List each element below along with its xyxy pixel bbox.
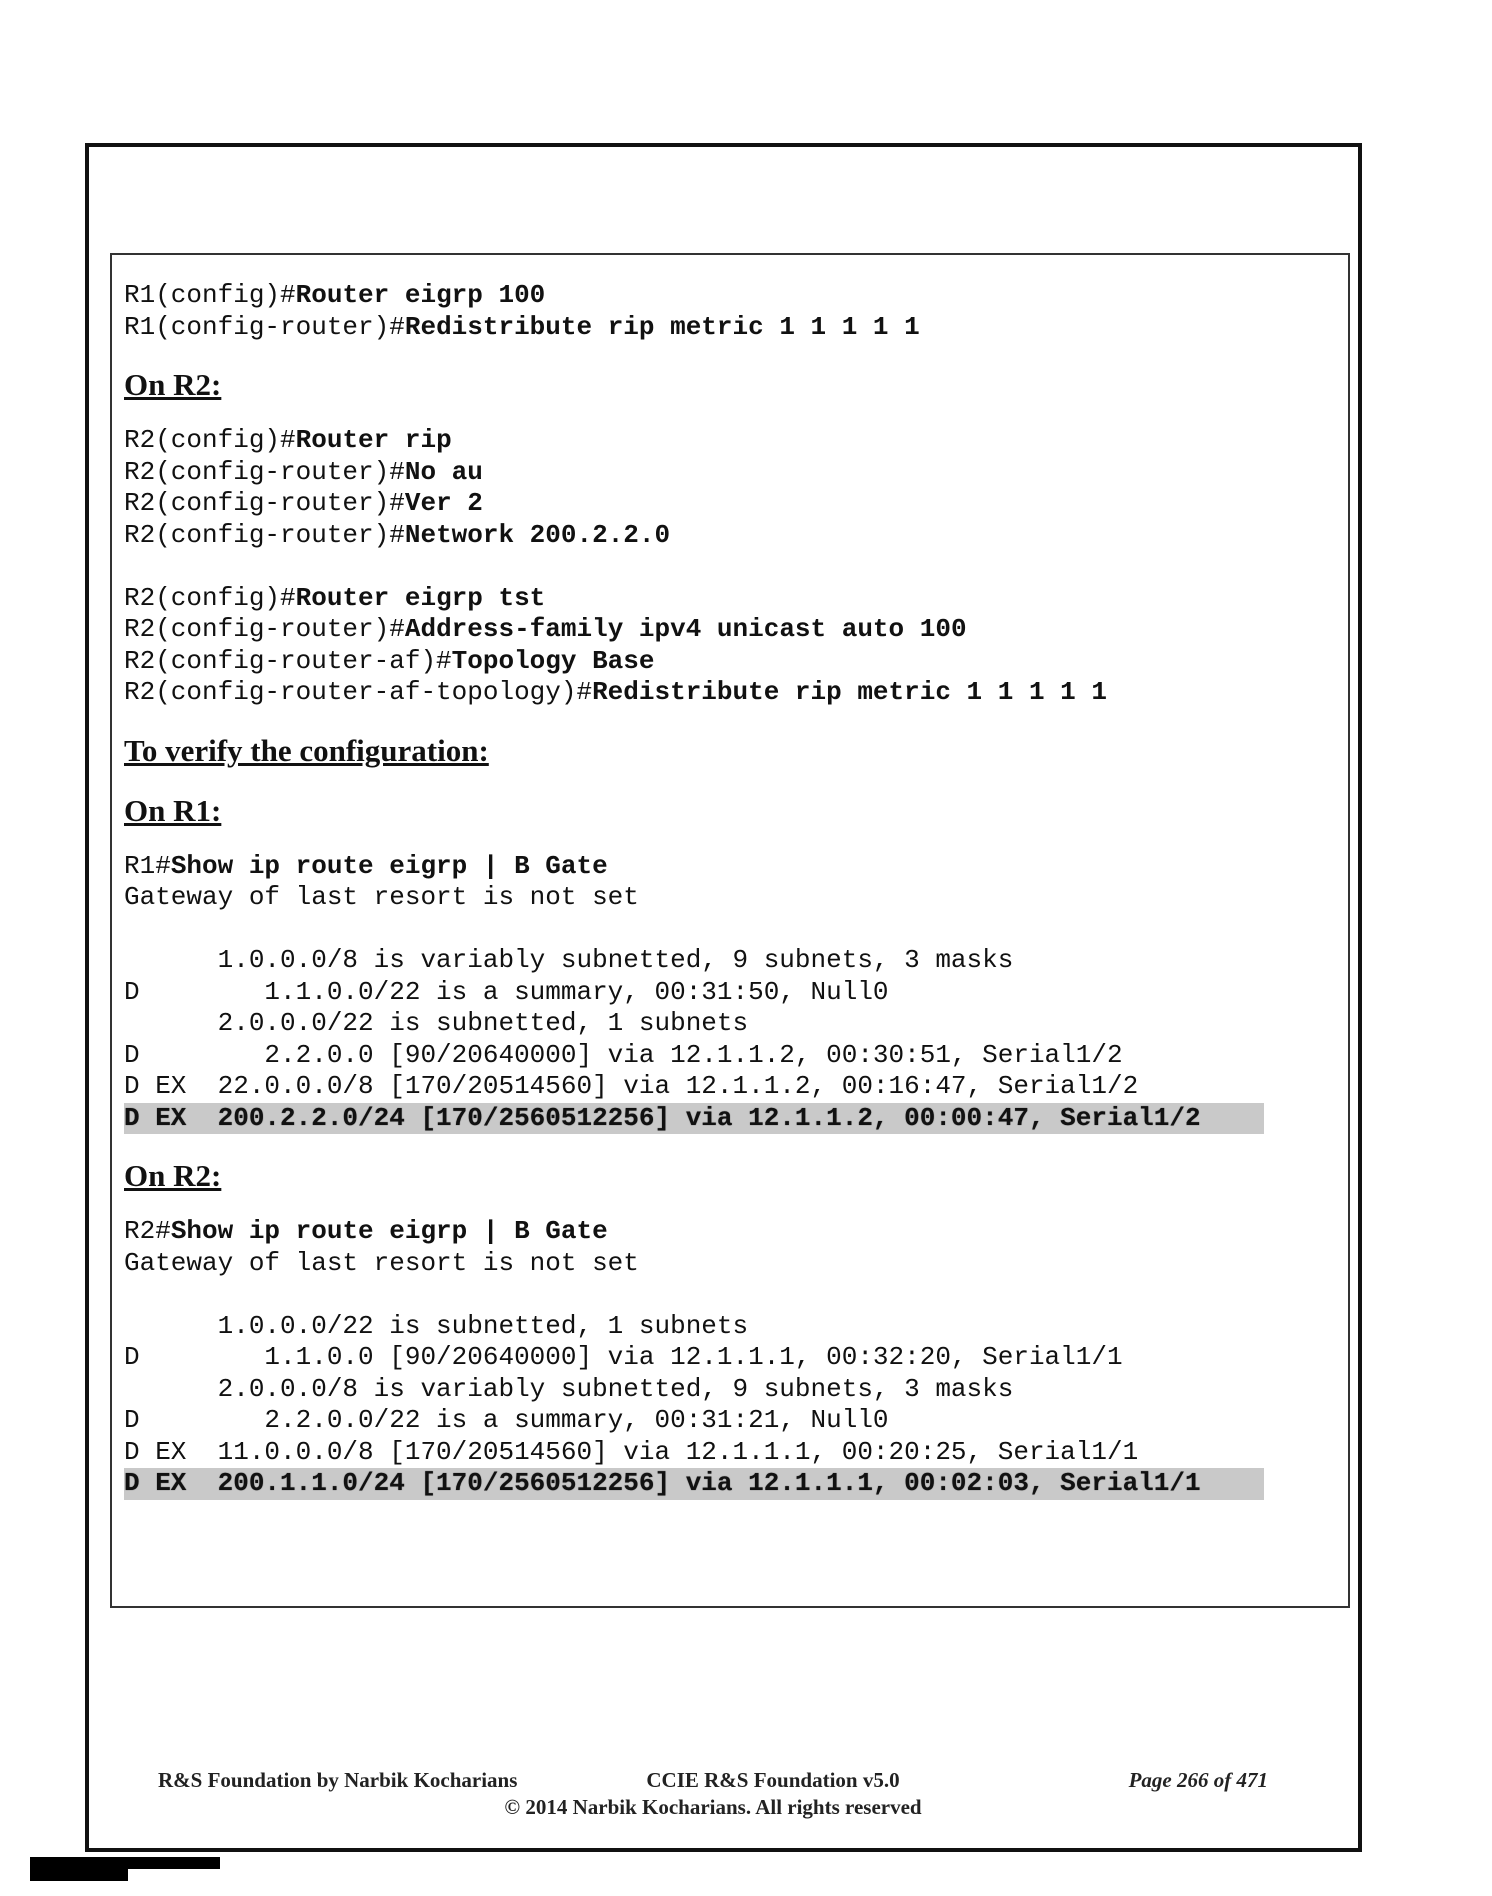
output-line: Gateway of last resort is not set [124, 882, 639, 912]
code-line: R1(config)#Router eigrp 100 [124, 280, 546, 310]
blank-line [124, 914, 1339, 946]
footer-page-number: Page 266 of 471 [1128, 1768, 1268, 1792]
highlight-mark: D EX 200.1.1.0/24 [170/2560512256] via 12.1.1.1, 00:02:03, Serial1/1 [124, 1468, 1264, 1500]
page-footer [158, 1768, 1268, 1820]
code-line: R1(config-router)#Redistribute rip metric 1 1 1 1 1 [124, 311, 920, 342]
document-content [124, 280, 1339, 1500]
code-line: R2(config)#Router rip [124, 425, 452, 455]
output-line: 2.0.0.0/8 is variably subnetted, 9 subnets, 3 masks [124, 1373, 1014, 1404]
output-line: D EX 22.0.0.0/8 [170/20514560] via 12.1.1.2, 00:16:47, Serial1/2 [124, 1071, 1139, 1101]
code-line: R2(config-router)#Ver 2 [124, 488, 483, 518]
output-line: 1.0.0.0/22 is subnetted, 1 subnets [124, 1310, 749, 1341]
section-heading-on-r2-verify: On R2: [124, 1158, 222, 1193]
footer-author: R&S Foundation by Narbik Kocharians [158, 1768, 518, 1792]
section-heading-verify: To verify the configuration: [124, 732, 489, 768]
output-line: Gateway of last resort is not set [124, 1247, 639, 1278]
code-line: R1#Show ip route eigrp | B Gate [124, 850, 608, 881]
highlighted-route-line [124, 1468, 1339, 1500]
redaction-bar [30, 1857, 220, 1869]
code-line: R2(config-router)#No au [124, 456, 483, 487]
code-line: R2(config)#Router eigrp tst [124, 582, 546, 613]
blank-line [124, 551, 1339, 583]
code-line: R2(config-router)#Network 200.2.2.0 [124, 519, 671, 550]
code-line: R2(config-router-af-topology)#Redistribute rip metric 1 1 1 1 1 [124, 677, 1107, 707]
section-heading-on-r1: On R1: [124, 792, 222, 828]
footer-row [158, 1768, 1268, 1793]
footer-copyright: © 2014 Narbik Kocharians. All rights reserved [504, 1795, 922, 1819]
blank-line [124, 1279, 1339, 1311]
output-line: 2.0.0.0/22 is subnetted, 1 subnets [124, 1008, 749, 1038]
output-line: D 1.1.0.0 [90/20640000] via 12.1.1.1, 00:32:20, Serial1/1 [124, 1342, 1123, 1372]
highlight-mark: D EX 200.2.2.0/24 [170/2560512256] via 12.1.1.2, 00:00:47, Serial1/2 [124, 1103, 1264, 1135]
footer-book-title: CCIE R&S Foundation v5.0 [646, 1768, 900, 1792]
output-line: D EX 11.0.0.0/8 [170/20514560] via 12.1.1.1, 00:20:25, Serial1/1 [124, 1436, 1139, 1467]
output-line: D 2.2.0.0/22 is a summary, 00:31:21, Null0 [124, 1405, 889, 1435]
section-heading-on-r2: On R2: [124, 367, 222, 402]
redaction-bar [30, 1869, 128, 1881]
output-line: D 1.1.0.0/22 is a summary, 00:31:50, Null0 [124, 976, 889, 1007]
output-line: 1.0.0.0/8 is variably subnetted, 9 subnets, 3 masks [124, 945, 1014, 975]
output-line: D 2.2.0.0 [90/20640000] via 12.1.1.2, 00:30:51, Serial1/2 [124, 1039, 1123, 1070]
highlighted-route-line [124, 1103, 1339, 1135]
code-line: R2(config-router)#Address-family ipv4 unicast auto 100 [124, 614, 967, 644]
code-line: R2#Show ip route eigrp | B Gate [124, 1216, 608, 1246]
code-line: R2(config-router-af)#Topology Base [124, 645, 655, 676]
